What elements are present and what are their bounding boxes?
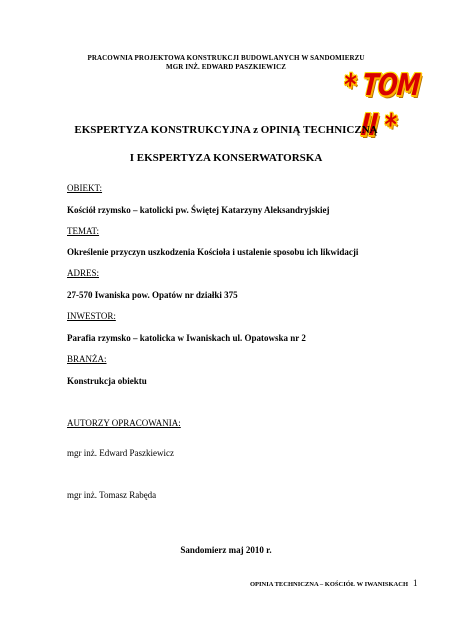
field-value-subject: Określenie przyczyn uszkodzenia Kościoła i ustalenie sposobu ich likwidacji [67,247,359,257]
field-value-investor: Parafia rzymsko – katolicka w Iwaniskach ul. Opatowska nr 2 [67,333,306,343]
field-value-branch: Konstrukcja obiektu [67,376,147,386]
header-line-2: MGR INŻ. EDWARD PASZKIEWICZ [165,63,287,71]
field-label-investor: INWESTOR: [67,311,116,321]
author-name-1: mgr inż. Edward Paszkiewicz [67,448,174,458]
document-title: EKSPERTYZA KONSTRUKCYJNA z OPINIĄ TECHNICZNĄ [74,124,378,136]
authors-label: AUTORZY OPRACOWANIA: [67,418,181,428]
volume-badge [325,66,435,143]
document-subtitle: I EKSPERTYZA KONSERWATORSKA [129,152,323,164]
field-value-object: Kościół rzymsko – katolicki pw. Świętej Katarzyny Aleksandryjskiej [67,205,330,215]
volume-badge-text: * TOM II * [342,68,421,143]
running-footer: OPINIA TECHNICZNA – KOŚCIÓŁ W IWANISKACH [249,581,408,588]
field-label-address: ADRES: [67,268,100,278]
field-label-branch: BRANŻA: [67,354,107,364]
header-line-1: PRACOWNIA PROJEKTOWA KONSTRUKCJI BUDOWLANYCH W SANDOMIERZU [87,54,365,62]
page-number: 1 [413,578,418,588]
place-date: Sandomierz maj 2010 r. [180,545,272,555]
author-name-2: mgr inż. Tomasz Rabęda [67,490,157,500]
field-value-address: 27-570 Iwaniska pow. Opatów nr działki 375 [67,290,238,300]
field-label-object: OBIEKT: [67,183,103,193]
field-label-subject: TEMAT: [67,226,100,236]
